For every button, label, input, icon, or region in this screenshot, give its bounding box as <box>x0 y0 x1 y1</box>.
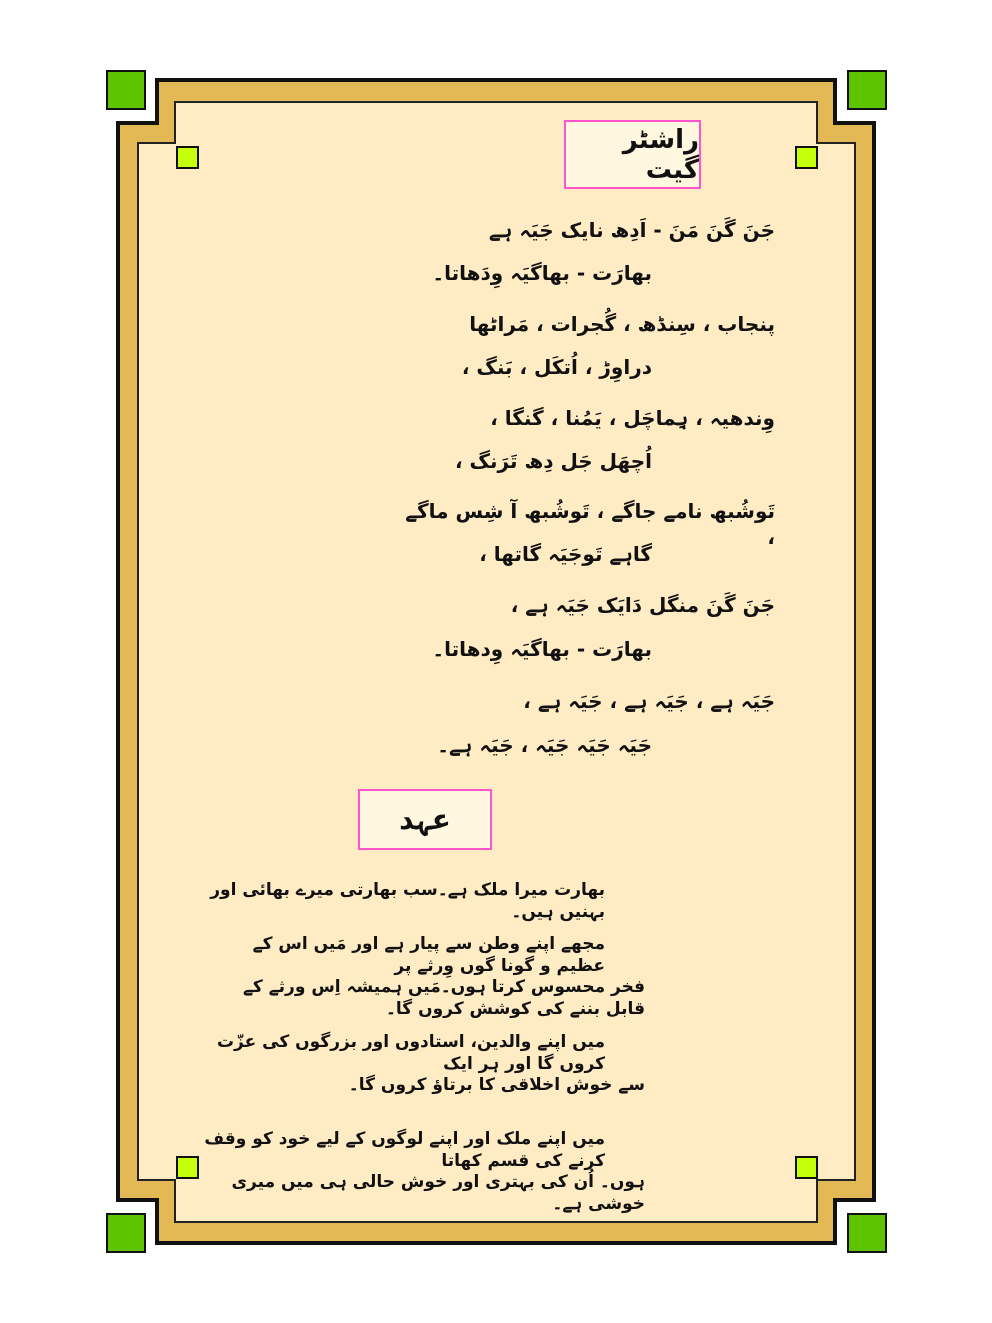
corner-square-bottom-right <box>847 1213 887 1253</box>
anthem-title: راشٹر گیت <box>564 120 701 189</box>
anthem-line: اُچھَل جَل دِھ تَرَنگ ، <box>455 449 652 473</box>
pledge-line: ہوں۔ اُن کی بہتری اور خوش حالی ہی میں میری خوشی ہے۔ <box>231 1172 645 1214</box>
inner-square-top-left <box>176 146 199 169</box>
inner-square-bottom-left <box>176 1156 199 1179</box>
anthem-line: وِندھیہ ، ہِماچَل ، یَمُنا ، گنگا ، <box>490 406 775 430</box>
corner-square-top-right <box>847 70 887 110</box>
anthem-line: تَوشُبھ نامے جاگے ، تَوشُبھ آ شِس ماگے ، <box>405 499 775 549</box>
anthem-line: جَنَ گَنَ مَنَ - اَدِھ نایک جَیَہ ہے <box>488 218 775 242</box>
anthem-line: بھارَت - بھاگیَہ وِدَھاتا۔ <box>432 261 652 285</box>
anthem-line: دراوِڑ ، اُتکَل ، بَنگ ، <box>461 355 652 379</box>
pledge-line: بھارت میرا ملک ہے۔سب بھارتی میرے بھائی اور بہنیں ہیں۔ <box>210 880 605 922</box>
corner-square-bottom-left <box>106 1213 146 1253</box>
inner-square-bottom-right <box>795 1156 818 1179</box>
pledge-title: عہد <box>358 789 492 850</box>
pledge-line: میں اپنے ملک اور اپنے لوگوں کے لیے خود کو وقف کرنے کی قسم کھاتا <box>204 1129 605 1171</box>
anthem-line: جَیَہ ہے ، جَیَہ ہے ، جَیَہ ہے ، <box>523 689 775 713</box>
anthem-line: بھارَت - بھاگیَہ وِدھاتا۔ <box>432 637 652 661</box>
pledge-line: میں اپنے والدین، استادوں اور بزرگوں کی عزّت کروں گا اور ہر ایک <box>216 1032 605 1074</box>
anthem-line: جَیَہ جَیَہ جَیَہ ، جَیَہ ہے۔ <box>437 733 652 757</box>
pledge-line: مجھے اپنے وطن سے پیار ہے اور مَیں اس کے عظیم و گونا گوں وِرثے پر <box>252 934 605 976</box>
corner-square-top-left <box>106 70 146 110</box>
anthem-line: جَنَ گَنَ منگل دَایَک جَیَہ ہے ، <box>510 593 775 617</box>
anthem-line: گاہے تَوجَیَہ گاتھا ، <box>479 542 652 566</box>
pledge-line: سے خوش اخلاقی کا برتاؤ کروں گا۔ <box>348 1075 645 1095</box>
inner-square-top-right <box>795 146 818 169</box>
pledge-line: فخر محسوس کرتا ہوں۔مَیں ہمیشہ اِس ورثے کے قابل بننے کی کوشش کروں گا۔ <box>242 977 645 1019</box>
anthem-line: پنجاب ، سِنڈھ ، گُجرات ، مَراٹھا <box>469 312 775 336</box>
